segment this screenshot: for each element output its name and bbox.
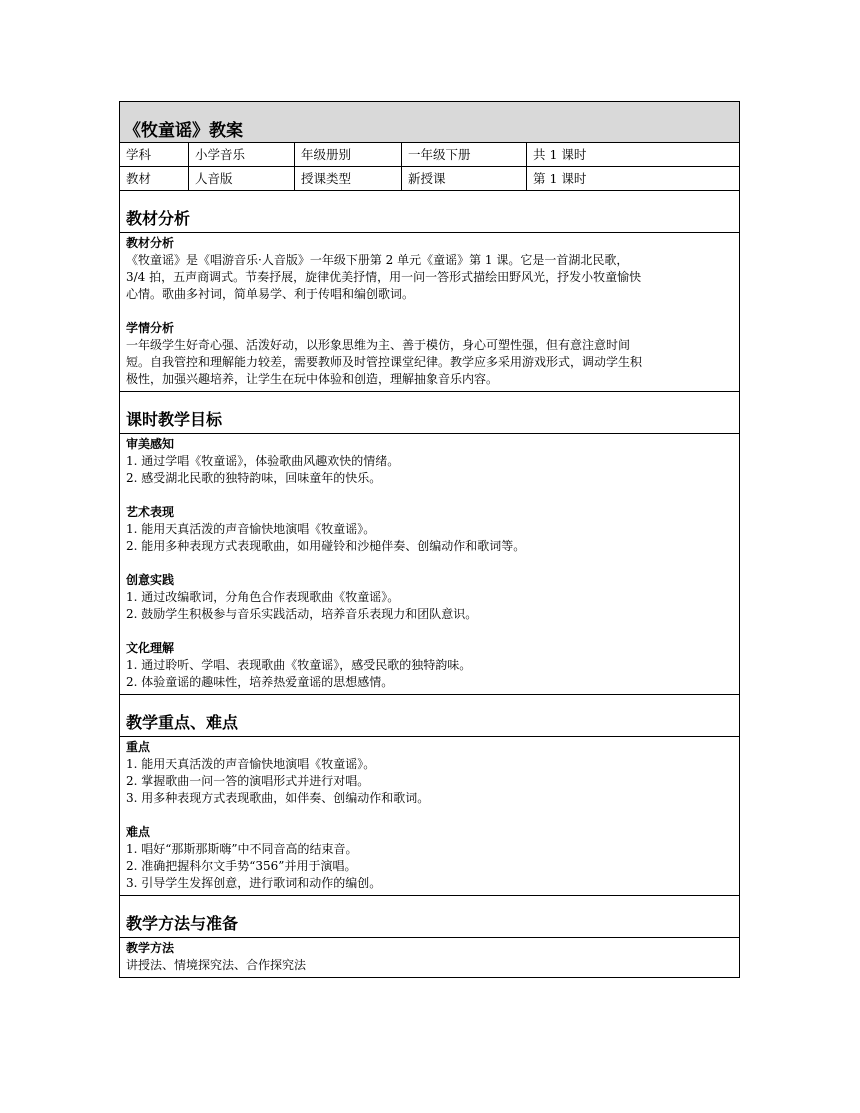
analysis-line: 《牧童谣》是《唱游音乐·人音版》一年级下册第 2 单元《童谣》第 1 课。它是一首湖北民歌， — [126, 253, 629, 267]
textbook-analysis-body — [120, 233, 739, 392]
subject-label: 学科 — [120, 143, 189, 166]
goal-item: 2. 能用多种表现方式表现歌曲，如用碰铃和沙槌伴奏、创编动作和歌词等。 — [126, 539, 526, 553]
subject-value: 小学音乐 — [189, 143, 295, 166]
grade-label: 年级册别 — [295, 143, 402, 166]
goal-group-title: 创意实践 — [126, 573, 175, 587]
focus-item: 2. 掌握歌曲一问一答的演唱形式并进行对唱。 — [126, 774, 370, 788]
goal-item: 2. 体验童谣的趣味性，培养热爱童谣的思想感情。 — [126, 675, 394, 689]
students-line: 一年级学生好奇心强、活泼好动，以形象思维为主、善于模仿，身心可塑性强，但有意注意时间 — [126, 338, 631, 352]
methods-body — [120, 938, 739, 977]
goal-group-title: 艺术表现 — [126, 505, 175, 519]
difficulty-item: 1. 唱好“那斯那斯嗨”中不同音高的结束音。 — [126, 842, 358, 856]
difficulty-title: 难点 — [126, 825, 151, 839]
goal-item: 1. 能用天真活泼的声音愉快地演唱《牧童谣》。 — [126, 522, 376, 536]
method-title: 教学方法 — [126, 941, 175, 955]
focus-item: 1. 能用天真活泼的声音愉快地演唱《牧童谣》。 — [126, 757, 376, 771]
goals-heading — [120, 392, 739, 434]
section-heading: 教学方法与准备 — [126, 914, 239, 933]
lesson-plan-document — [119, 101, 740, 978]
difficulty-item: 3. 引导学生发挥创意，进行歌词和动作的编创。 — [126, 876, 382, 890]
goal-item: 1. 通过改编歌词，分角色合作表现歌曲《牧童谣》。 — [126, 590, 400, 604]
analysis-line: 心情。歌曲多衬词，简单易学、利于传唱和编创歌词。 — [126, 287, 415, 301]
analysis-subtitle: 教材分析 — [126, 236, 175, 250]
methods-heading — [120, 896, 739, 938]
section-heading: 教材分析 — [126, 209, 191, 228]
analysis-line: 3/4 拍，五声商调式。节奏抒展，旋律优美抒情，用一问一答形式描绘田野风光，抒发小牧童愉快 — [126, 270, 642, 284]
textbook-label: 教材 — [120, 167, 189, 190]
info-row-1 — [120, 143, 739, 167]
focus-item: 3. 用多种表现方式表现歌曲，如伴奏、创编动作和歌词。 — [126, 791, 430, 805]
textbook-value: 人音版 — [189, 167, 295, 190]
section-heading: 课时教学目标 — [126, 410, 223, 429]
grade-value: 一年级下册 — [402, 143, 527, 166]
students-line: 极性，加强兴趣培养，让学生在玩中体验和创造，理解抽象音乐内容。 — [126, 372, 499, 386]
key-points-heading — [120, 695, 739, 737]
students-line: 短。自我管控和理解能力较差，需要教师及时管控课堂纪律。教学应多采用游戏形式，调动学生积 — [126, 355, 643, 369]
goal-item: 1. 通过学唱《牧童谣》，体验歌曲风趣欢快的情绪。 — [126, 454, 400, 468]
students-subtitle: 学情分析 — [126, 321, 175, 335]
textbook-analysis-heading — [120, 191, 739, 233]
section-heading: 教学重点、难点 — [126, 713, 239, 732]
goals-body — [120, 434, 739, 695]
goal-group-title: 文化理解 — [126, 641, 175, 655]
info-row-2 — [120, 167, 739, 191]
total-hours: 共 1 课时 — [533, 147, 587, 162]
goal-group-title: 审美感知 — [126, 437, 175, 451]
key-points-body — [120, 737, 739, 896]
current-hour: 第 1 课时 — [533, 171, 587, 186]
goal-item: 2. 感受湖北民歌的独特韵味，回味童年的快乐。 — [126, 471, 382, 485]
document-title: 《牧童谣》教案 — [124, 121, 243, 141]
goal-item: 1. 通过聆听、学唱、表现歌曲《牧童谣》，感受民歌的独特韵味。 — [126, 658, 472, 672]
document-title-row — [120, 102, 739, 143]
difficulty-item: 2. 准确把握科尔文手势“356”并用于演唱。 — [126, 859, 357, 873]
goal-item: 2. 鼓励学生积极参与音乐实践活动，培养音乐表现力和团队意识。 — [126, 607, 478, 621]
focus-title: 重点 — [126, 740, 151, 754]
lesson-type-value: 新授课 — [402, 167, 527, 190]
lesson-type-label: 授课类型 — [295, 167, 402, 190]
method-text: 讲授法、情境探究法、合作探究法 — [126, 958, 307, 972]
